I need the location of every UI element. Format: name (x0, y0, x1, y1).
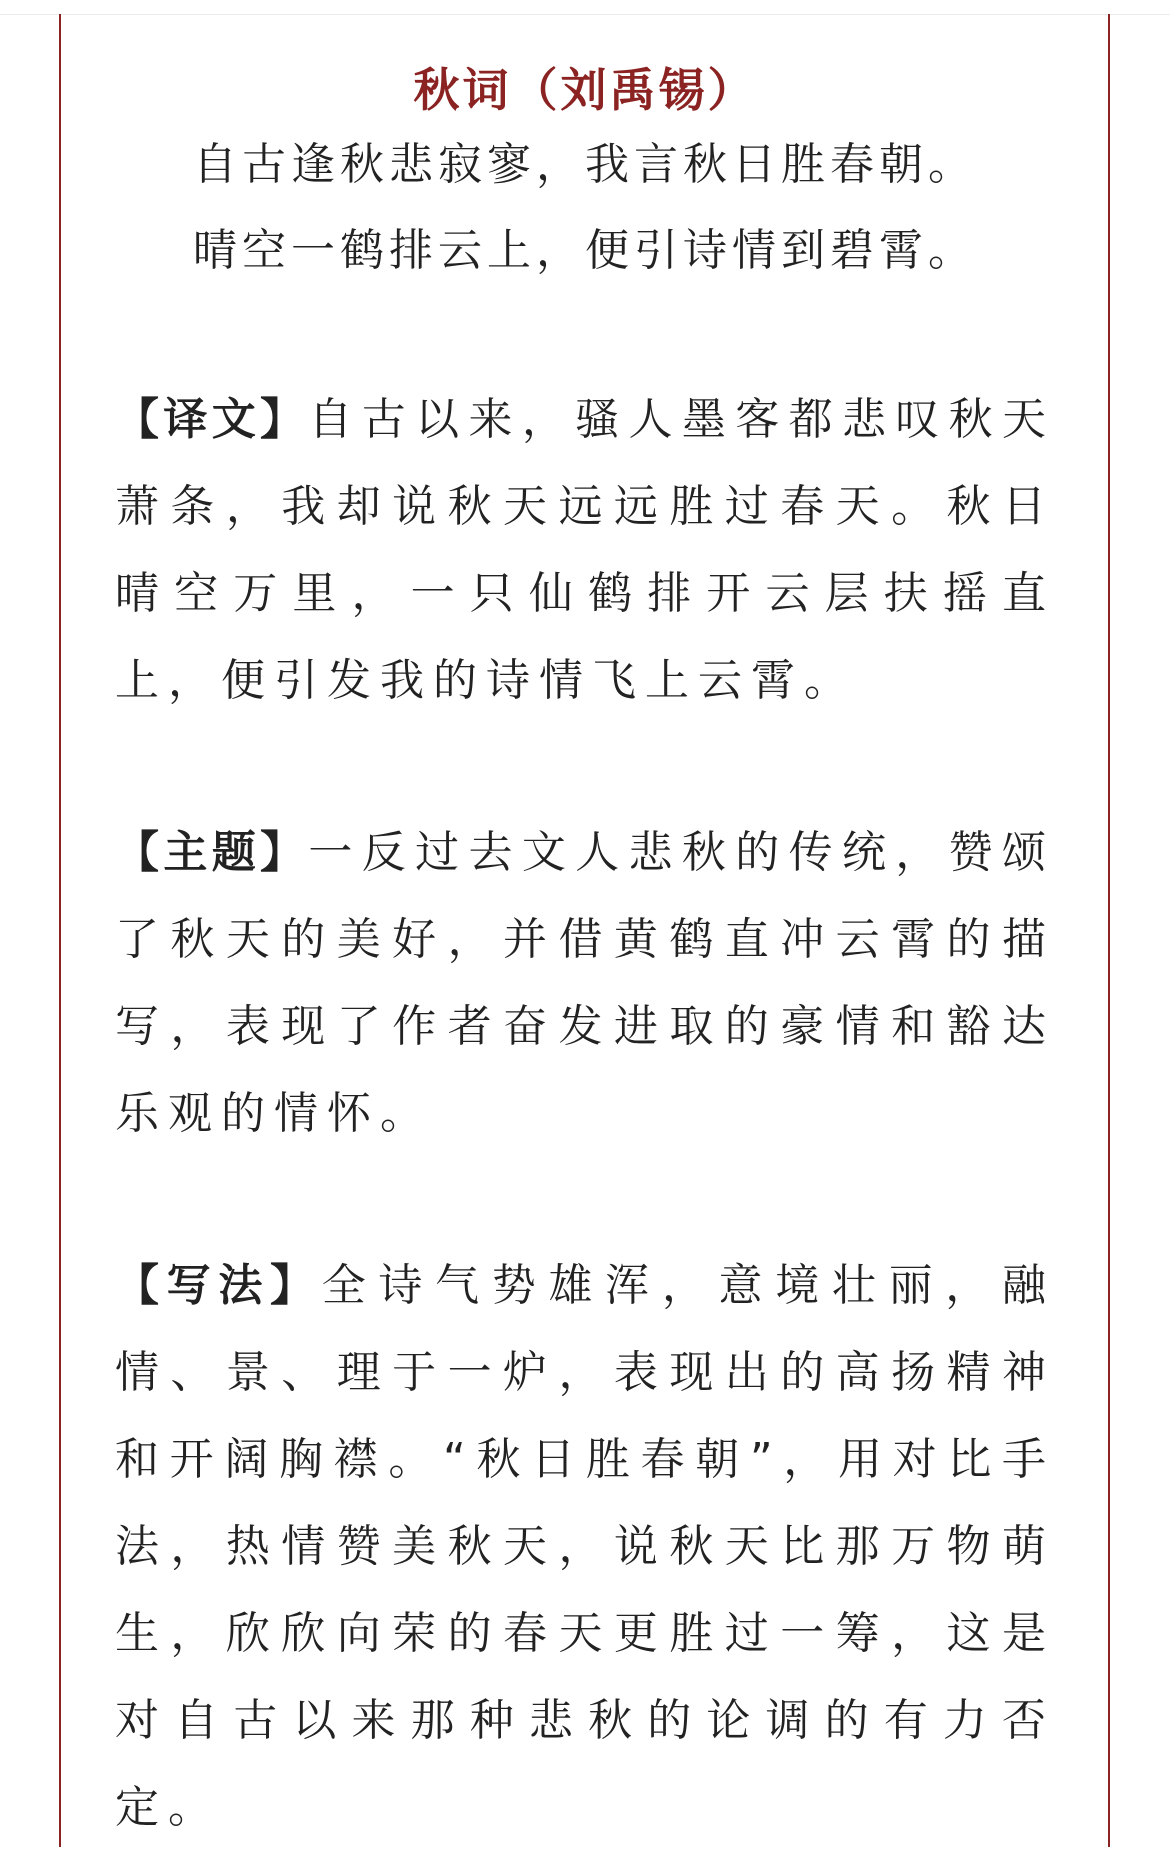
translation-label: 【译文】 (115, 394, 309, 445)
translation-text: 自古以来，骚人墨客都悲叹秋天萧条，我却说秋天远远胜过春天。秋日晴空万里，一只仙鹤排开云层扶摇直上，便引发我的诗情飞上云霄。 (115, 394, 1056, 706)
article-content (115, 58, 1055, 1851)
poem-line-2: 晴空一鹤排云上，便引诗情到碧霄。 (193, 225, 977, 276)
frame-right-border (1108, 14, 1110, 1847)
poem-line-1: 自古逢秋悲寂寥，我言秋日胜春朝。 (193, 139, 977, 190)
theme-text: 一反过去文人悲秋的传统，赞颂了秋天的美好，并借黄鹤直冲云霄的描写，表现了作者奋发进取的豪情和豁达乐观的情怀。 (115, 827, 1056, 1139)
technique-section (115, 1242, 1055, 1851)
poem-title: 秋词（刘禹锡） (413, 63, 757, 117)
frame-left-border (59, 14, 61, 1847)
technique-label: 【写法】 (115, 1260, 322, 1311)
technique-text: 全诗气势雄浑，意境壮丽，融情、景、理于一炉，表现出的高扬精神和开阔胸襟。“秋日胜春朝”，用对比手法，热情赞美秋天，说秋天比那万物萌生，欣欣向荣的春天更胜过一筹，这是对自古以来那种悲秋的论调的有力否定。 (115, 1260, 1055, 1833)
top-divider (0, 14, 1170, 15)
translation-section (115, 376, 1055, 724)
theme-section (115, 809, 1055, 1157)
theme-label: 【主题】 (115, 827, 309, 878)
